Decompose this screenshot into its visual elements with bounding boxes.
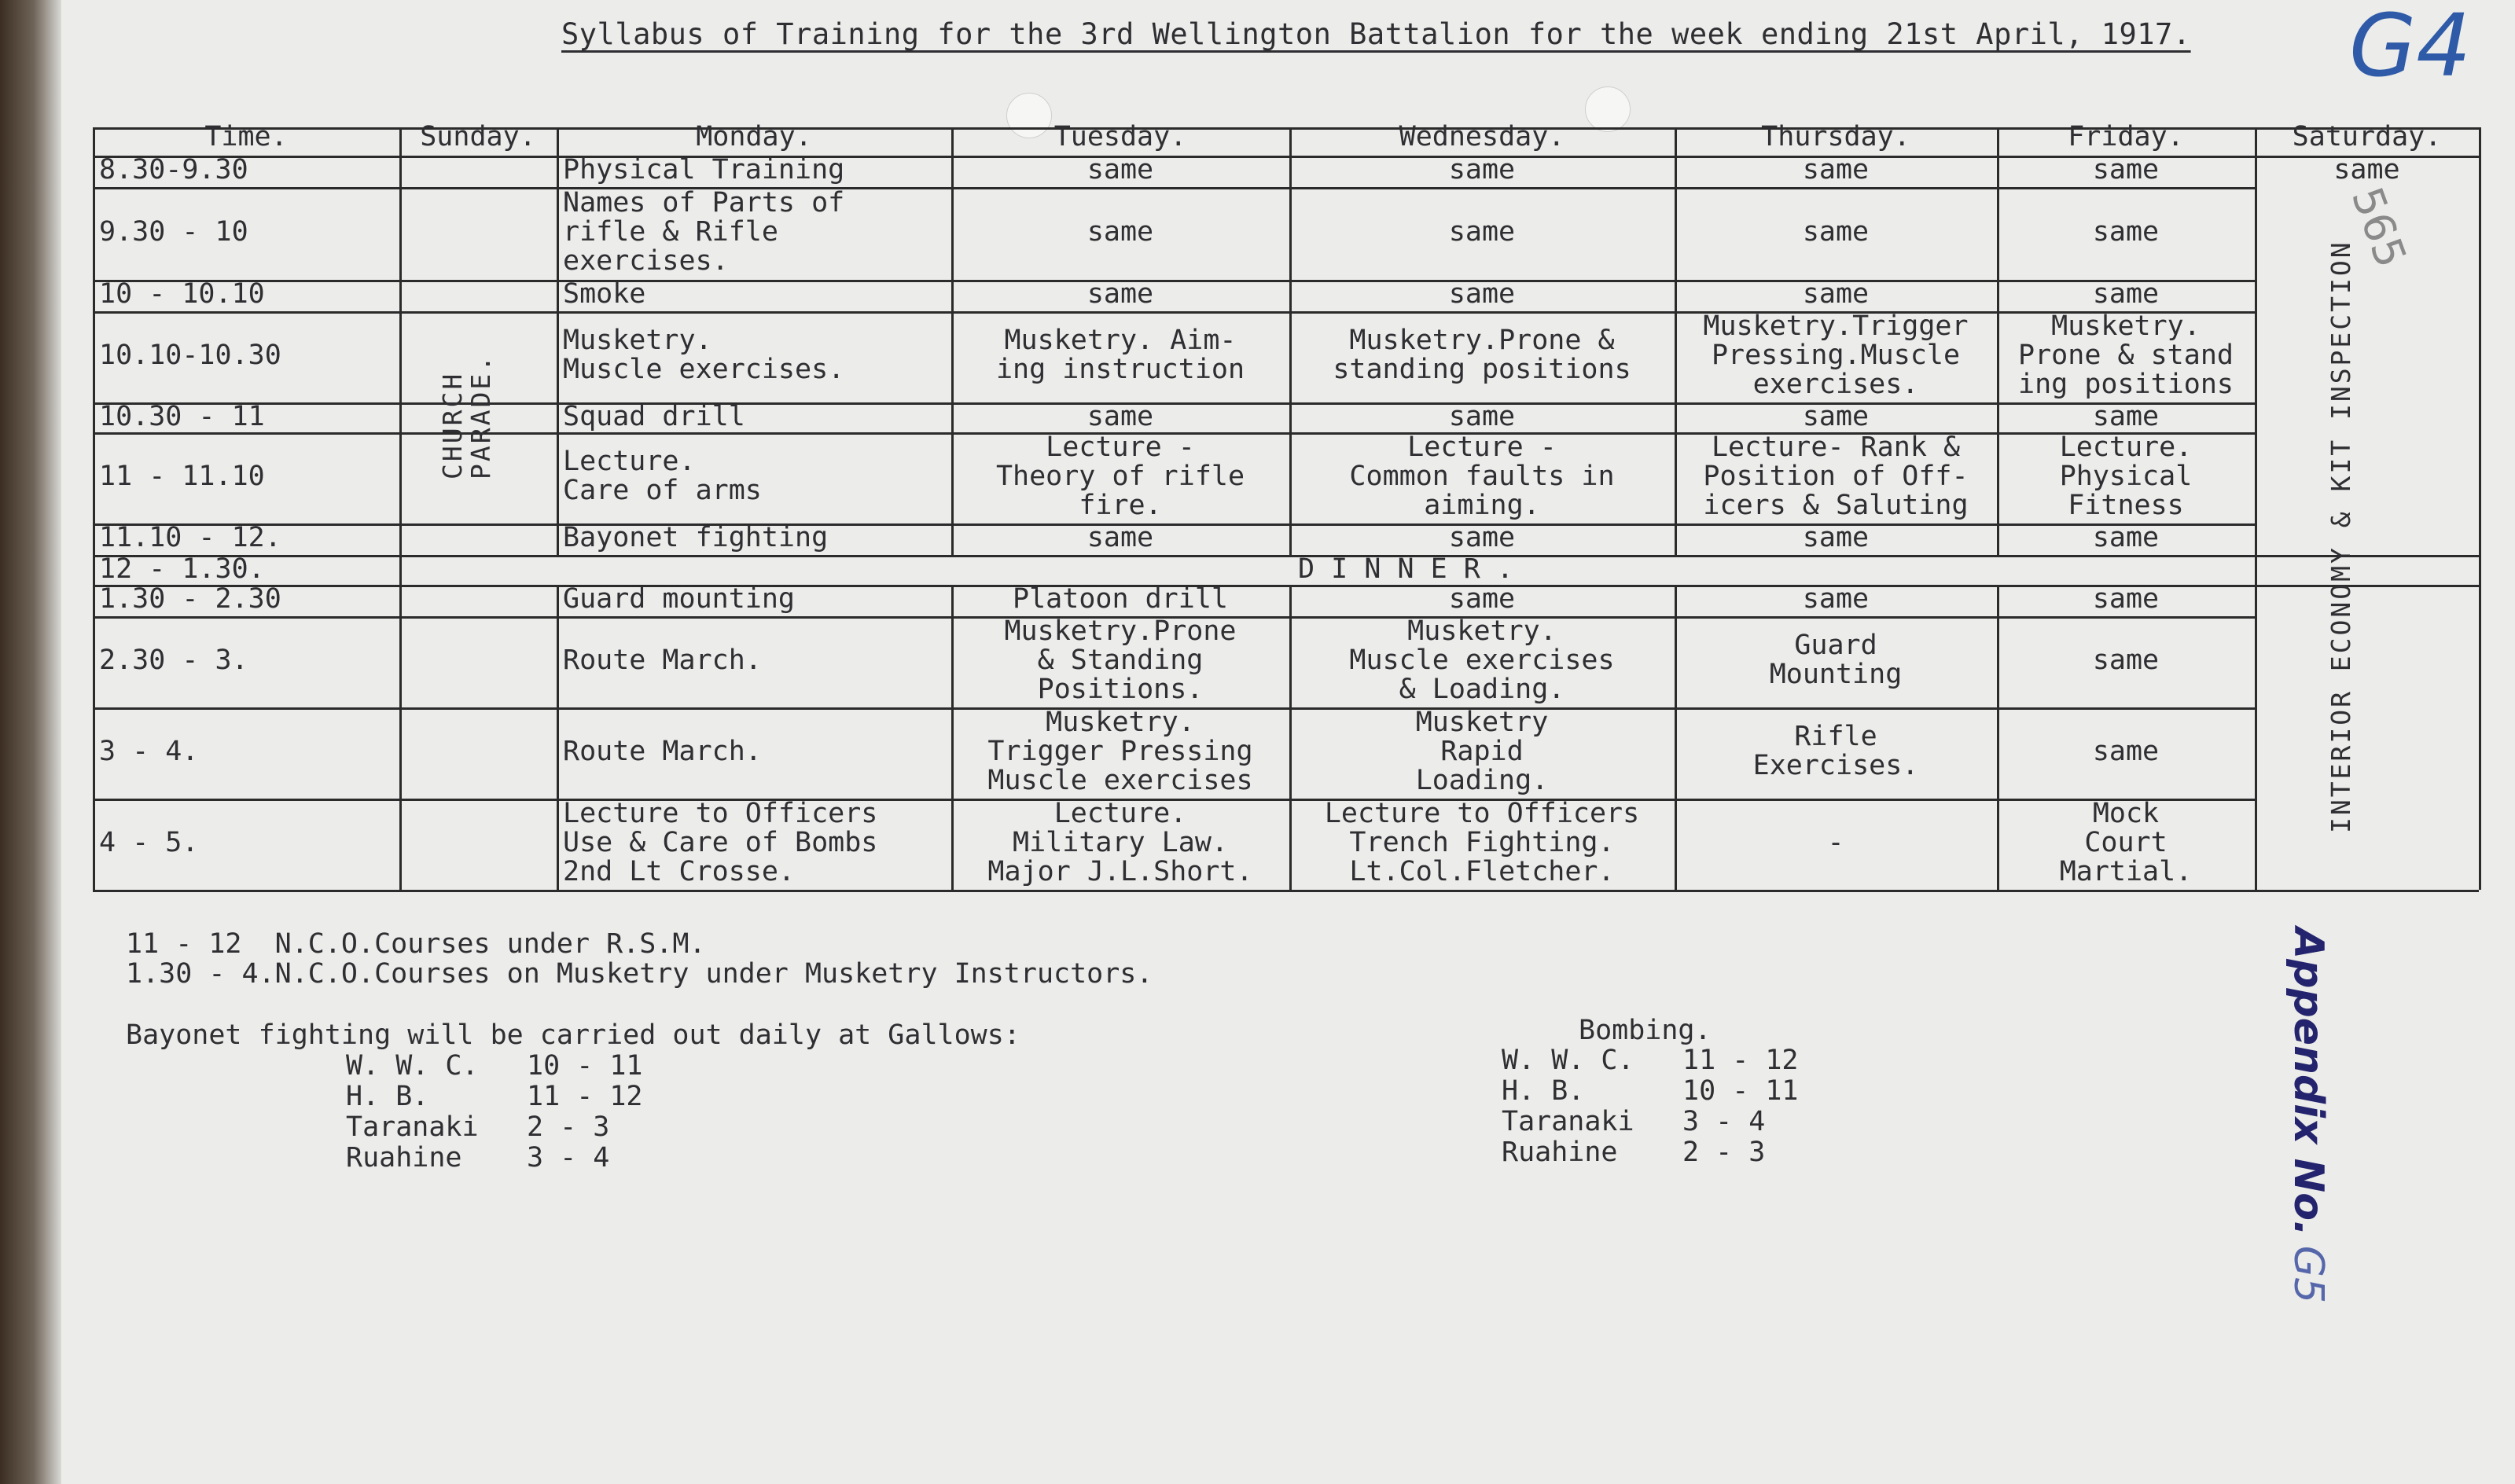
cell-mon: Smoke bbox=[563, 278, 646, 310]
cell-wed: Lecture - Common faults in aiming. bbox=[1349, 431, 1615, 521]
cell-mon: Squad drill bbox=[563, 401, 745, 432]
cell-tue: same bbox=[1087, 154, 1154, 186]
bayonet-time: 3 - 4 bbox=[527, 1142, 610, 1174]
time-cell: 4 - 5. bbox=[99, 826, 199, 858]
header-thursday: Thursday. bbox=[1761, 121, 1910, 152]
cell-tue: same bbox=[1087, 401, 1154, 432]
cell-tue: Platoon drill bbox=[1013, 583, 1228, 615]
cell-tue: Musketry. Trigger Pressing Muscle exercises bbox=[987, 706, 1253, 796]
cell-thu: same bbox=[1802, 154, 1870, 186]
cell-thu: same bbox=[1802, 215, 1870, 248]
cell-mon: Names of Parts of rifle & Rifle exercises. bbox=[563, 186, 845, 277]
cell-mon: Lecture to Officers Use & Care of Bombs 2nd Lt Crosse. bbox=[563, 797, 878, 887]
col-rule-3-upper bbox=[951, 127, 954, 555]
time-cell: 11.10 - 12. bbox=[99, 522, 281, 553]
reference-number: G4 bbox=[2349, 0, 2472, 96]
cell-thu: Guard Mounting bbox=[1769, 630, 1903, 690]
time-cell: 10 - 10.10 bbox=[99, 278, 265, 310]
cell-thu: same bbox=[1802, 401, 1870, 432]
cell-wed: same bbox=[1448, 522, 1516, 553]
cell-fri: Mock Court Martial. bbox=[2059, 797, 2193, 887]
bayonet-unit: H. B. bbox=[346, 1081, 429, 1112]
cell-mon: Guard mounting bbox=[563, 583, 796, 615]
cell-fri: same bbox=[2092, 735, 2160, 767]
cell-mon: Bayonet fighting bbox=[563, 522, 829, 553]
bombing-time: 2 - 3 bbox=[1682, 1137, 1766, 1168]
bombing-unit: H. B. bbox=[1502, 1075, 1585, 1107]
cell-thu: Lecture- Rank & Position of Off- icers & Saluting bbox=[1703, 431, 1969, 521]
cell-wed: same bbox=[1448, 154, 1516, 186]
document-title: Syllabus of Training for the 3rd Wellington Battalion for the week ending 21st April, 1917. bbox=[561, 17, 2191, 51]
bombing-time: 10 - 11 bbox=[1682, 1075, 1799, 1107]
col-rule-2-lower bbox=[557, 585, 559, 890]
bayonet-unit: Taranaki bbox=[346, 1111, 479, 1143]
time-cell: 8.30-9.30 bbox=[99, 154, 248, 186]
cell-tue: same bbox=[1087, 522, 1154, 553]
cell-fri: Musketry. Prone & stand ing positions bbox=[2018, 310, 2234, 400]
time-cell: 10.10-10.30 bbox=[99, 339, 281, 371]
cell-wed: same bbox=[1448, 278, 1516, 310]
cell-mon: Physical Training bbox=[563, 154, 845, 186]
col-rule-left bbox=[93, 127, 95, 890]
col-rule-right bbox=[2479, 127, 2481, 890]
bombing-time: 11 - 12 bbox=[1682, 1045, 1799, 1076]
cell-thu: same bbox=[1802, 522, 1870, 553]
cell-thu: Rifle Exercises. bbox=[1752, 721, 1919, 781]
cell-wed: same bbox=[1448, 215, 1516, 248]
cell-mon: Lecture. Care of arms bbox=[563, 446, 762, 506]
bayonet-time: 11 - 12 bbox=[527, 1081, 643, 1112]
bombing-unit: W. W. C. bbox=[1502, 1045, 1634, 1076]
cell-thu: - bbox=[1827, 826, 1844, 858]
col-rule-2-upper bbox=[557, 127, 559, 555]
bayonet-unit: Ruahine bbox=[346, 1142, 462, 1174]
time-cell: 9.30 - 10 bbox=[99, 215, 248, 248]
header-wednesday: Wednesday. bbox=[1399, 121, 1565, 152]
sunday-church-parade: CHURCH PARADE. bbox=[437, 353, 496, 479]
cell-thu: same bbox=[1802, 278, 1870, 310]
col-rule-7 bbox=[2255, 127, 2257, 890]
time-cell: 2.30 - 3. bbox=[99, 644, 248, 676]
saturday-inspection-note: INTERIOR ECONOMY & KIT INSPECTION bbox=[2326, 240, 2356, 833]
header-monday: Monday. bbox=[696, 121, 812, 152]
cell-fri: same bbox=[2092, 278, 2160, 310]
cell-tue: Lecture. Military Law. Major J.L.Short. bbox=[987, 797, 1253, 887]
time-cell: 3 - 4. bbox=[99, 735, 199, 767]
col-rule-5-upper bbox=[1675, 127, 1677, 555]
cell-fri: same bbox=[2092, 644, 2160, 676]
bombing-heading: Bombing. bbox=[1579, 1015, 1712, 1046]
time-cell: 10.30 - 11 bbox=[99, 401, 265, 432]
appendix-label: Appendix No. bbox=[2285, 928, 2332, 1236]
header-friday: Friday. bbox=[2068, 121, 2184, 152]
bayonet-time: 2 - 3 bbox=[527, 1111, 610, 1143]
nco-note-2: 1.30 - 4.N.C.O.Courses on Musketry under Musketry Instructors. bbox=[126, 958, 1153, 990]
cell-wed: Musketry Rapid Loading. bbox=[1415, 706, 1549, 796]
col-rule-6-lower bbox=[1997, 585, 1999, 890]
col-rule-4-lower bbox=[1289, 585, 1292, 890]
cell-tue: same bbox=[1087, 278, 1154, 310]
bombing-time: 3 - 4 bbox=[1682, 1106, 1766, 1137]
row-rule-13 bbox=[93, 890, 2479, 892]
bombing-unit: Taranaki bbox=[1502, 1106, 1634, 1137]
col-rule-1 bbox=[399, 127, 402, 890]
saturday-first: same bbox=[2333, 154, 2400, 186]
bombing-unit: Ruahine bbox=[1502, 1137, 1618, 1168]
cell-mon: Musketry. Muscle exercises. bbox=[563, 325, 845, 385]
bayonet-heading: Bayonet fighting will be carried out daily at Gallows: bbox=[126, 1019, 1020, 1051]
cell-fri: same bbox=[2092, 154, 2160, 186]
cell-thu: same bbox=[1802, 583, 1870, 615]
bayonet-time: 10 - 11 bbox=[527, 1050, 643, 1082]
header-tuesday: Tuesday. bbox=[1053, 121, 1187, 152]
cell-fri: same bbox=[2092, 215, 2160, 248]
header-saturday: Saturday. bbox=[2292, 121, 2442, 152]
page-number: 565 bbox=[2341, 181, 2417, 274]
time-cell: 11 - 11.10 bbox=[99, 460, 265, 492]
header-time: Time. bbox=[204, 121, 288, 152]
cell-fri: same bbox=[2092, 522, 2160, 553]
cell-tue: Musketry.Prone & Standing Positions. bbox=[1004, 615, 1237, 705]
cell-tue: Musketry. Aim- ing instruction bbox=[995, 325, 1245, 385]
dinner-label: D I N N E R . bbox=[1298, 553, 1513, 585]
cell-tue: same bbox=[1087, 215, 1154, 248]
appendix-number: G5 bbox=[2285, 1245, 2332, 1304]
cell-wed: same bbox=[1448, 583, 1516, 615]
row-rule-2 bbox=[93, 187, 2255, 189]
cell-wed: Lecture to Officers Trench Fighting. Lt.Col.Fletcher. bbox=[1324, 797, 1640, 887]
cell-fri: Lecture. Physical Fitness bbox=[2059, 431, 2193, 521]
col-rule-3-lower bbox=[951, 585, 954, 890]
page-edge bbox=[0, 0, 61, 1484]
time-cell: 1.30 - 2.30 bbox=[99, 583, 281, 615]
document-page bbox=[61, 0, 2515, 1484]
cell-wed: Musketry.Prone & standing positions bbox=[1333, 325, 1631, 385]
cell-fri: same bbox=[2092, 401, 2160, 432]
appendix-stamp bbox=[2285, 928, 2332, 1303]
cell-wed: same bbox=[1448, 401, 1516, 432]
time-cell: 12 - 1.30. bbox=[99, 553, 265, 585]
cell-mon: Route March. bbox=[563, 735, 762, 767]
nco-note-1: 11 - 12 N.C.O.Courses under R.S.M. bbox=[126, 928, 706, 960]
cell-tue: Lecture - Theory of rifle fire. bbox=[995, 431, 1245, 521]
header-sunday: Sunday. bbox=[420, 121, 536, 152]
bayonet-unit: W. W. C. bbox=[346, 1050, 479, 1082]
cell-mon: Route March. bbox=[563, 644, 762, 676]
col-rule-6-upper bbox=[1997, 127, 1999, 555]
cell-fri: same bbox=[2092, 583, 2160, 615]
col-rule-4-upper bbox=[1289, 127, 1292, 555]
cell-thu: Musketry.Trigger Pressing.Muscle exercises. bbox=[1703, 310, 1969, 400]
col-rule-5-lower bbox=[1675, 585, 1677, 890]
cell-wed: Musketry. Muscle exercises & Loading. bbox=[1349, 615, 1615, 705]
